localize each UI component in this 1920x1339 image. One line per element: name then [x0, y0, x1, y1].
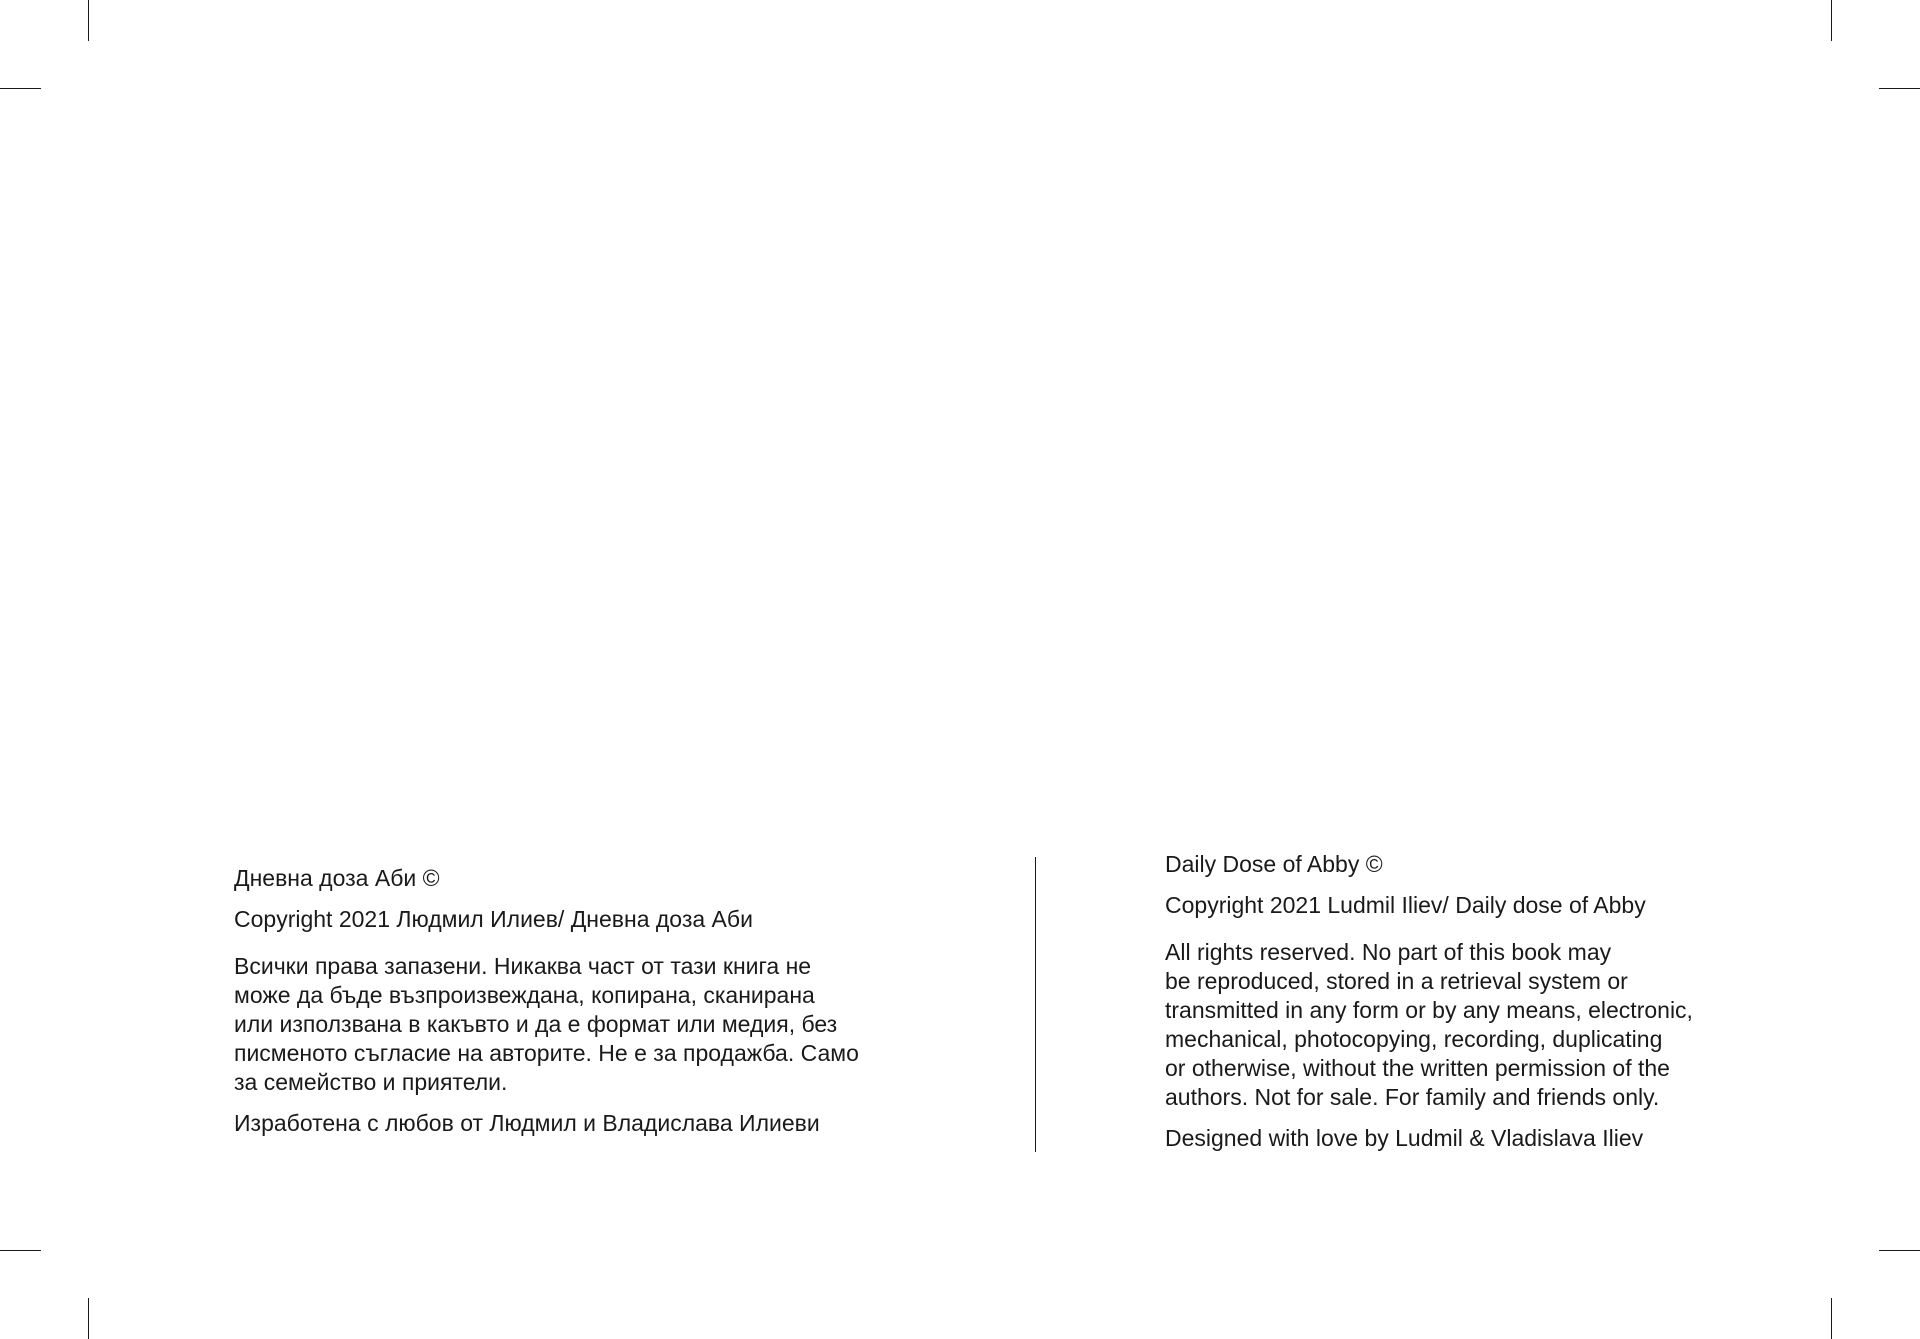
crop-mark-top-left-vertical [88, 0, 89, 41]
rights-line: be reproduced, stored in a retrieval system or [1165, 968, 1628, 994]
column-divider [1035, 857, 1036, 1152]
rights-line: може да бъде възпроизвеждана, копирана, сканирана [234, 982, 815, 1008]
rights-line: All rights reserved. No part of this book may [1165, 939, 1612, 965]
rights-line: transmitted in any form or by any means, electronic, [1165, 997, 1693, 1023]
credit-line-en: Designed with love by Ludmil & Vladislava Iliev [1165, 1125, 1644, 1151]
rights-line: mechanical, photocopying, recording, duplicating [1165, 1026, 1663, 1052]
copyright-line-bg: Copyright 2021 Людмил Илиев/ Дневна доза Аби [234, 906, 753, 932]
rights-line: писменото съгласие на авторите. Не е за продажба. Само [234, 1040, 859, 1066]
crop-mark-bottom-right-vertical [1831, 1298, 1832, 1339]
rights-statement-en [1165, 938, 1785, 1112]
book-title-bg: Дневна доза Аби © [234, 865, 440, 891]
bulgarian-copyright-block [234, 864, 934, 1138]
english-copyright-block [1165, 850, 1785, 1153]
copyright-line-en: Copyright 2021 Ludmil Iliev/ Daily dose of Abby [1165, 892, 1646, 918]
rights-line: authors. Not for sale. For family and friends only. [1165, 1084, 1660, 1110]
rights-line: Всички права запазени. Никаква част от тази книга не [234, 953, 812, 979]
crop-mark-bottom-left-vertical [88, 1298, 89, 1339]
book-title-en: Daily Dose of Abby © [1165, 851, 1383, 877]
crop-mark-top-left-horizontal [0, 88, 41, 89]
rights-line: за семейство и приятели. [234, 1069, 508, 1095]
rights-statement-bg [234, 952, 934, 1097]
credit-line-bg: Изработена с любов от Людмил и Владислава Илиеви [234, 1110, 820, 1136]
crop-mark-bottom-left-horizontal [0, 1250, 41, 1251]
rights-line: or otherwise, without the written permission of the [1165, 1055, 1670, 1081]
rights-line: или използвана в какъвто и да е формат или медия, без [234, 1011, 838, 1037]
crop-mark-top-right-vertical [1831, 0, 1832, 41]
crop-mark-top-right-horizontal [1879, 88, 1920, 89]
crop-mark-bottom-right-horizontal [1879, 1250, 1920, 1251]
